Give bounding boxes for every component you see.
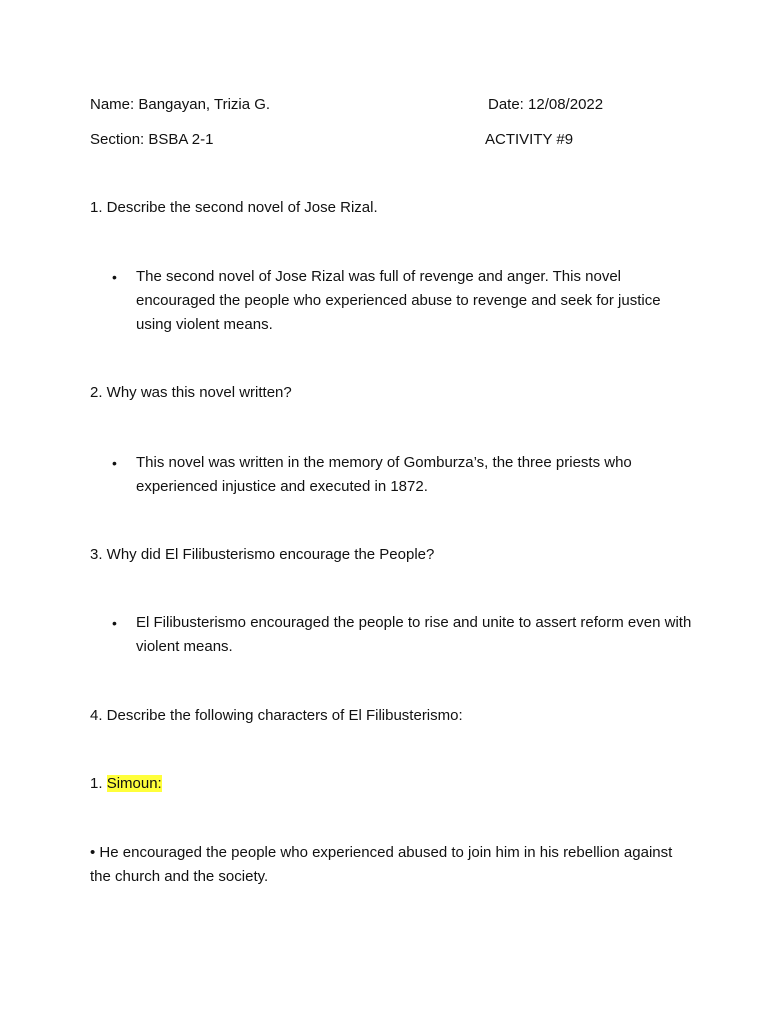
answer-3-block — [112, 611, 692, 659]
answer-3: El Filibusterismo encouraged the people to rise and unite to assert reform even with violent means. — [136, 614, 692, 655]
bullet-2: • — [112, 455, 117, 471]
question-1: 1. Describe the second novel of Jose Rizal. — [90, 199, 378, 216]
bullet-3: • — [112, 615, 117, 631]
question-2: 2. Why was this novel written? — [90, 384, 292, 401]
character-1-number: 1. — [90, 775, 107, 792]
question-3: 3. Why did El Filibusterismo encourage the People? — [90, 546, 435, 563]
answer-2: This novel was written in the memory of Gomburza’s, the three priests who experienced injustice and executed in 1872. — [136, 454, 632, 495]
activity-line: ACTIVITY #9 — [485, 131, 574, 148]
answer-1-block — [112, 265, 692, 337]
character-1-answer: • He encouraged the people who experienced abused to join him in his rebellion against the church and the society. — [90, 844, 673, 885]
character-1-name: Simoun: — [106, 775, 162, 792]
answer-2-block — [112, 451, 692, 499]
question-4: 4. Describe the following characters of El Filibusterismo: — [90, 707, 463, 724]
bullet-1: • — [112, 269, 117, 285]
answer-1: The second novel of Jose Rizal was full of revenge and anger. This novel encouraged the people who experienced abuse to revenge and seek for justice using violent means. — [136, 268, 661, 333]
character-1-heading — [90, 772, 162, 796]
name-line: Name: Bangayan, Trizia G. — [90, 96, 271, 113]
date-line: Date: 12/08/2022 — [488, 96, 604, 113]
section-line: Section: BSBA 2-1 — [90, 131, 214, 148]
